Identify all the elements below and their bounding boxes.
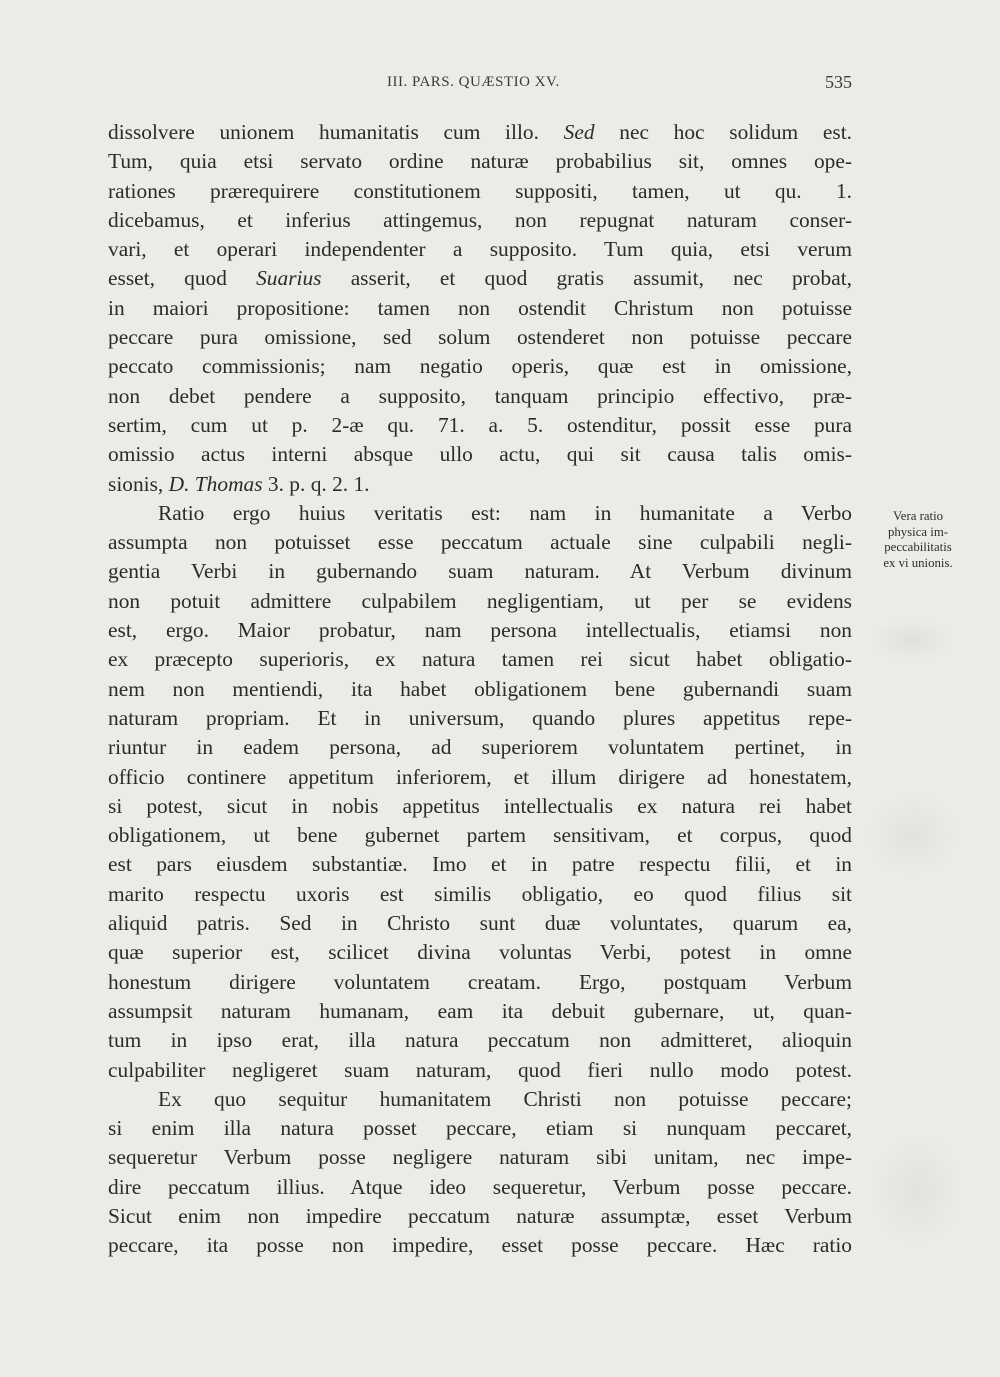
text-line: peccato commissionis; nam negatio operis, quæ est in omissione,	[108, 354, 852, 379]
italic-text: Sed	[563, 120, 595, 144]
text-line: dicebamus, et inferius attingemus, non repugnat naturam conser-	[108, 207, 852, 232]
text-line	[108, 118, 852, 147]
page-number: 535	[825, 72, 852, 92]
marginal-note-line: peccabilitatis	[884, 540, 952, 554]
text-line: quæ superior est, scilicet divina voluntas Verbi, potest in omne	[108, 940, 852, 965]
text-line: si enim illa natura posset peccare, etiam si nunquam peccaret,	[108, 1116, 852, 1141]
running-head: III. PARS. QUÆSTIO XV.	[387, 74, 560, 90]
text-line	[108, 264, 852, 293]
text-line: si potest, sicut in nobis appetitus intellectualis ex natura rei habet	[108, 793, 852, 818]
italic-text: Suarius	[256, 266, 322, 291]
text-line	[108, 470, 852, 499]
text-line: assumpta non potuisset esse peccatum actuale sine culpabili negli-	[108, 530, 852, 555]
text-run: sionis,	[108, 471, 164, 496]
show-through-smudge	[872, 620, 952, 660]
text-line: obligationem, ut bene gubernet partem sensitivam, et corpus, quod	[108, 823, 852, 848]
text-run: nec hoc solidum est.	[619, 120, 852, 144]
text-line: culpabiliter negligeret suam naturam, quod fieri nullo modo potest.	[108, 1057, 852, 1082]
text-line: vari, et operari independenter a supposito. Tum quia, etsi verum	[108, 237, 852, 262]
text-line: naturam propriam. Et in universum, quando plures appetitus repe-	[108, 705, 852, 730]
text-run: asserit, et quod gratis assumit, nec probat,	[350, 266, 852, 291]
text-line: nem non mentiendi, ita habet obligationem bene gubernandi suam	[108, 676, 852, 701]
marginal-note-line: physica im-	[887, 524, 949, 539]
text-line: omissio actus interni absque ullo actu, qui sit causa talis omis-	[108, 442, 852, 467]
text-line: peccare pura omissione, sed solum ostenderet non potuisse peccare	[108, 325, 852, 350]
marginal-note-line: Vera ratio	[892, 509, 944, 523]
text-line: officio continere appetitum inferiorem, et illum dirigere ad honestatem,	[108, 764, 852, 789]
text-line: in maiori propositione: tamen non ostendit Christum non potuisse	[108, 295, 852, 320]
marginal-note	[858, 509, 978, 571]
text-line: ex præcepto superioris, ex natura tamen rei sicut habet obligatio-	[108, 647, 852, 672]
text-line: non debet pendere a supposito, tanquam principio effectivo, præ-	[108, 383, 852, 408]
text-line: dire peccatum illius. Atque ideo sequeretur, Verbum posse peccare.	[108, 1174, 852, 1199]
text-run: dissolvere unionem humanitatis cum illo.	[108, 120, 539, 144]
text-line: Tum, quia etsi servato ordine naturæ probabilius sit, omnes ope-	[108, 149, 852, 174]
text-line: aliquid patris. Sed in Christo sunt duæ voluntates, quarum ea,	[108, 911, 852, 936]
text-line: tum in ipso erat, illa natura peccatum non admitteret, alioquin	[108, 1028, 852, 1053]
text-line: non potuit admittere culpabilem negligentiam, ut per se evidens	[108, 588, 852, 613]
text-line: riuntur in eadem persona, ad superiorem voluntatem pertinet, in	[108, 735, 852, 760]
show-through-smudge	[872, 1135, 962, 1245]
text-line: gentia Verbi in gubernando suam naturam. At Verbum divinum	[108, 559, 852, 584]
text-line: assumpsit naturam humanam, eam ita debuit gubernare, ut, quan-	[108, 998, 852, 1023]
text-line: Sicut enim non impedire peccatum naturæ assumptæ, esset Verbum	[108, 1203, 852, 1228]
marginal-note-line: ex vi unionis.	[883, 555, 953, 570]
page-header	[108, 74, 852, 98]
text-line: rationes prærequirere constitutionem suppositi, tamen, ut qu. 1.	[108, 178, 852, 203]
text-line: honestum dirigere voluntatem creatam. Ergo, postquam Verbum	[108, 969, 852, 994]
text-line: est pars eiusdem substantiæ. Imo et in patre respectu filii, et in	[108, 852, 852, 877]
italic-text: D. Thomas	[168, 471, 263, 496]
text-line: marito respectu uxoris est similis obligatio, eo quod filius sit	[108, 881, 852, 906]
body-text	[108, 118, 852, 1261]
text-line: sertim, cum ut p. 2-æ qu. 71. a. 5. ostenditur, possit esse pura	[108, 412, 852, 437]
text-line: sequeretur Verbum posse negligere naturam sibi unitam, nec impe-	[108, 1145, 852, 1170]
text-run: 3. p. q. 2. 1.	[267, 471, 370, 496]
text-line: peccare, ita posse non impedire, esset posse peccare. Hæc ratio	[108, 1233, 852, 1258]
text-line: Ratio ergo huius veritatis est: nam in humanitate a Verbo	[158, 500, 852, 525]
text-line: Ex quo sequitur humanitatem Christi non potuisse peccare;	[158, 1086, 852, 1111]
show-through-smudge	[868, 795, 958, 875]
text-run: esset, quod	[108, 266, 227, 291]
text-line: est, ergo. Maior probatur, nam persona intellectualis, etiamsi non	[108, 618, 852, 643]
